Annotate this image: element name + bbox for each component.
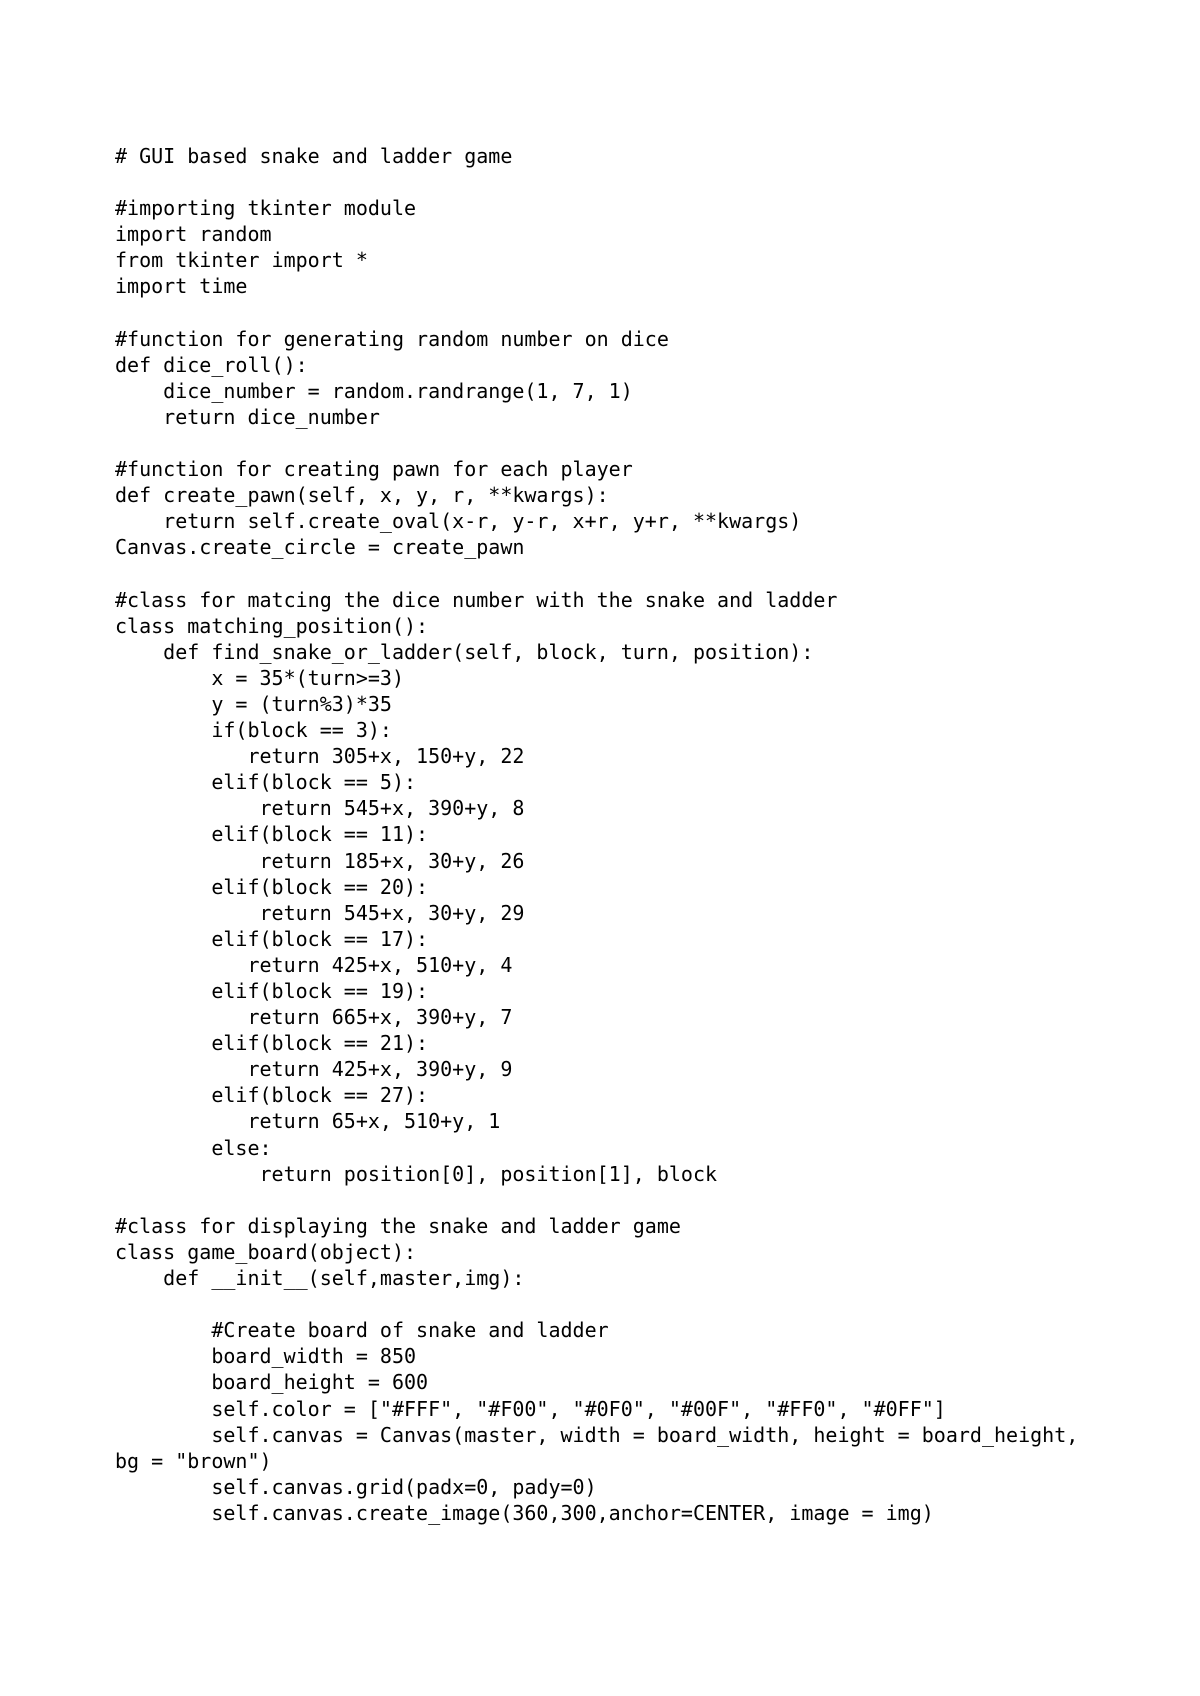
code-line: return 545+x, 30+y, 29: [115, 900, 525, 925]
code-line: y = (turn%3)*35: [115, 691, 392, 716]
code-line: elif(block == 21):: [115, 1031, 429, 1056]
code-line: from tkinter import *: [115, 248, 368, 273]
code-line: return 425+x, 510+y, 4: [115, 952, 513, 977]
code-line: return dice_number: [115, 404, 380, 429]
code-line: return 65+x, 510+y, 1: [115, 1109, 501, 1134]
code-line: [115, 561, 1175, 587]
code-line: [115, 169, 1175, 195]
code-line: import random: [115, 222, 272, 247]
code-line: return self.create_oval(x-r, y-r, x+r, y+r, **kwargs): [115, 509, 802, 534]
code-line: #class for matcing the dice number with the snake and ladder: [115, 587, 838, 612]
code-line: if(block == 3):: [115, 718, 392, 743]
code-line: self.color = ["#FFF", "#F00", "#0F0", "#00F", "#FF0", "#0FF"]: [115, 1396, 946, 1421]
code-line: #importing tkinter module: [115, 196, 417, 221]
code-line: class matching_position():: [115, 613, 429, 638]
code-line: def create_pawn(self, x, y, r, **kwargs):: [115, 483, 609, 508]
code-line: return 305+x, 150+y, 22: [115, 744, 525, 769]
code-line: board_width = 850: [115, 1344, 417, 1369]
code-line: class game_board(object):: [115, 1239, 417, 1264]
code-line: [115, 300, 1175, 326]
code-line: elif(block == 19):: [115, 979, 429, 1003]
code-line: elif(block == 17):: [115, 926, 429, 951]
code-line: elif(block == 20):: [115, 874, 429, 899]
code-line: elif(block == 27):: [115, 1083, 429, 1108]
code-line: return 545+x, 390+y, 8: [115, 796, 525, 821]
code-line: self.canvas.create_image(360,300,anchor=CENTER, image = img): [115, 1500, 934, 1525]
code-line: return position[0], position[1], block: [115, 1161, 718, 1186]
code-line: self.canvas.grid(padx=0, pady=0): [115, 1474, 597, 1499]
code-line: else:: [115, 1135, 272, 1160]
code-line: def __init__(self,master,img):: [115, 1266, 525, 1291]
code-line: def find_snake_or_ladder(self, block, turn, position):: [115, 639, 814, 664]
code-line: def dice_roll():: [115, 352, 308, 377]
code-line: return 665+x, 390+y, 7: [115, 1005, 513, 1030]
code-line: elif(block == 5):: [115, 770, 417, 795]
code-line: [115, 1187, 1175, 1213]
code-line: # GUI based snake and ladder game: [115, 144, 513, 168]
code-line: #class for displaying the snake and ladder game: [115, 1213, 681, 1238]
code-line: x = 35*(turn>=3): [115, 665, 404, 690]
code-line: import time: [115, 274, 248, 299]
code-line: [115, 1291, 1175, 1317]
code-line: [115, 430, 1175, 456]
code-line: board_height = 600: [115, 1370, 429, 1395]
code-line: dice_number = random.randrange(1, 7, 1): [115, 378, 633, 403]
code-line: #function for creating pawn for each player: [115, 457, 633, 482]
code-line: return 425+x, 390+y, 9: [115, 1057, 513, 1082]
code-line: #function for generating random number on dice: [115, 326, 669, 351]
code-line: return 185+x, 30+y, 26: [115, 848, 525, 873]
code-line: #Create board of snake and ladder: [115, 1318, 609, 1343]
code-listing: [115, 143, 1175, 1526]
code-line: self.canvas = Canvas(master, width = board_width, height = board_height,: [115, 1422, 1079, 1447]
code-line: Canvas.create_circle = create_pawn: [115, 535, 525, 560]
code-line: bg = "brown"): [115, 1448, 272, 1473]
code-line: elif(block == 11):: [115, 822, 429, 847]
